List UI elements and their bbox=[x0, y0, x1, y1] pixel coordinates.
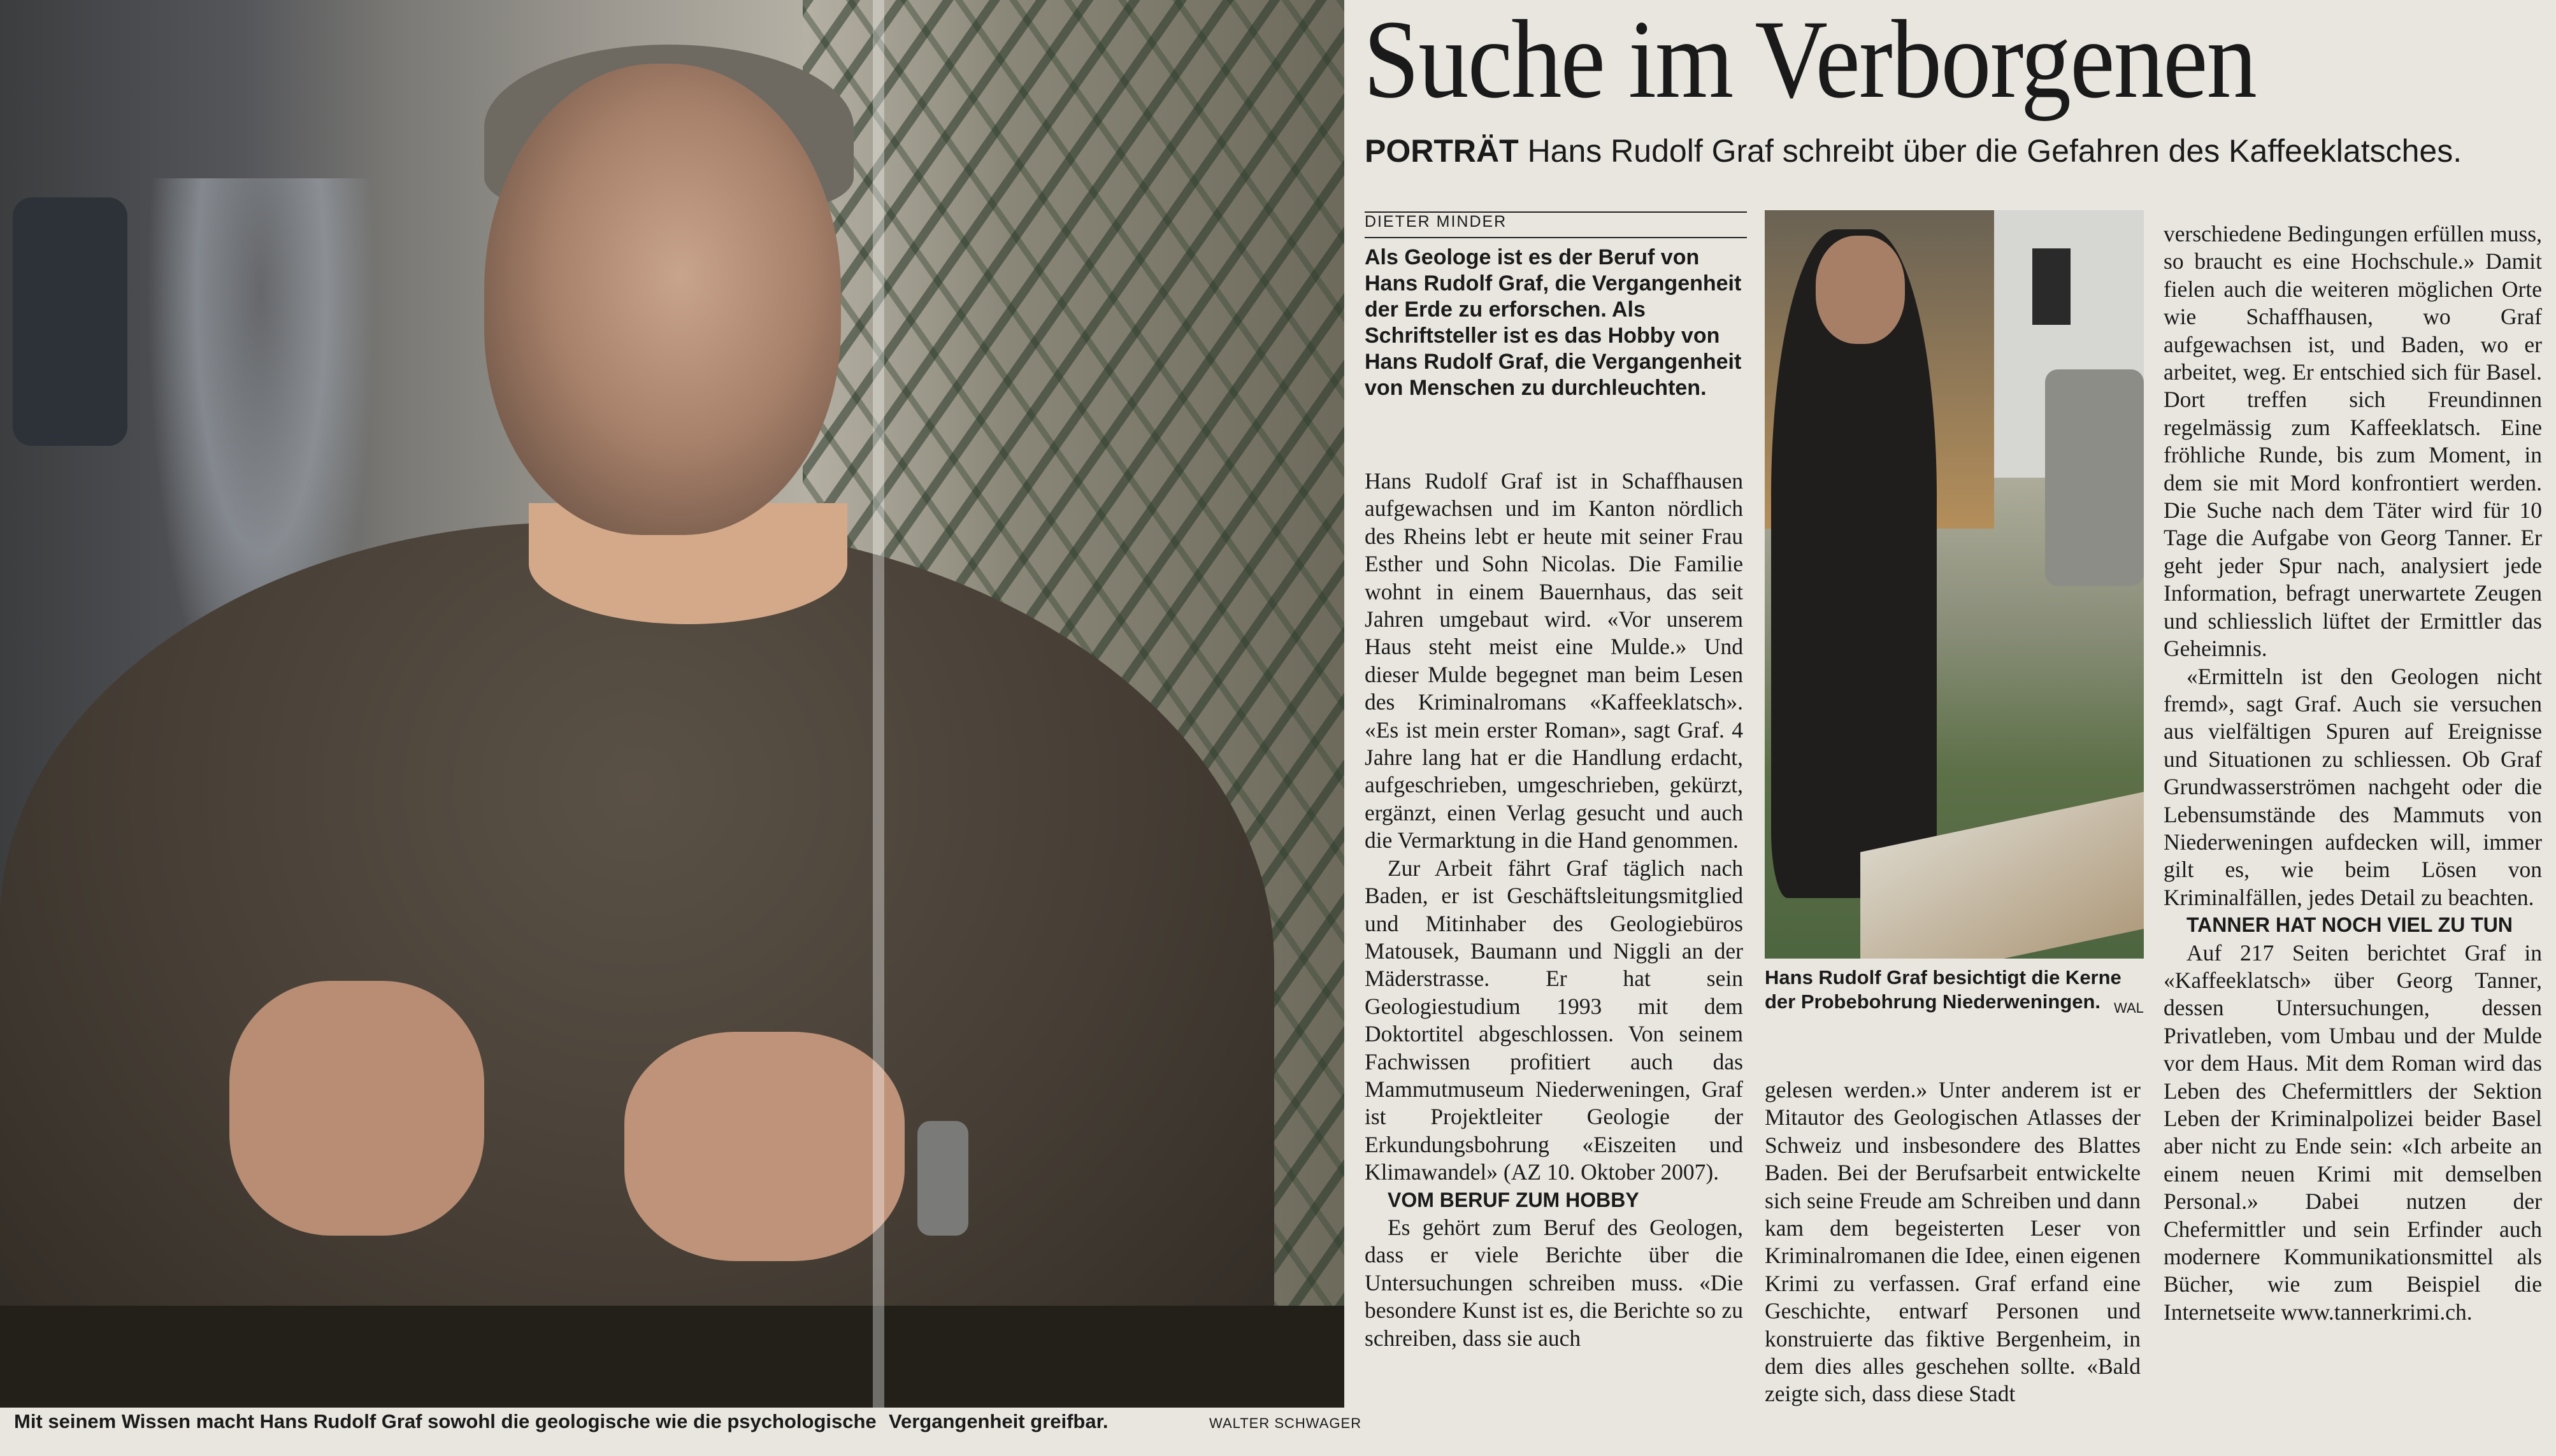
lead-paragraph: Als Geologe ist es der Beruf von Hans Rudolf Graf, die Vergangenheit der Erde zu erforschen. Als Schriftsteller ist es das Hobby von Hans Rudolf Graf, die Vergangenheit von Menschen zu durchleuchten. bbox=[1365, 245, 1742, 400]
subheading-vom-beruf: VOM BERUF ZUM HOBBY bbox=[1388, 1188, 1639, 1211]
byline: DIETER MINDER bbox=[1365, 213, 1507, 231]
paragraph: verschiedene Bedingungen erfüllen muss, so braucht es eine Hochschule.» Damit fielen auch die weiteren möglichen Orte wie Schaffhausen, wo Graf aufgewachsen ist, und Baden, wo er arbeitet, weg. Er entschied sich für Basel. Dort treffen sich Freundinnen regelmässig zum Kaffeeklatsch. Eine fröhliche Runde, bis zum Moment, in dem sie mit Mord konfrontiert werden. Die Suche nach dem Täter wird für 10 Tage die Aufgabe von Georg Tanner. Er geht jeder Spur nach, analysiert jede Information, befragt unerwartete Zeugen und schliesslich lüftet der Ermittler das Geheimnis. bbox=[2164, 221, 2542, 662]
article-column-2 bbox=[1765, 1076, 2141, 1408]
photo-man-left-hand bbox=[229, 981, 484, 1236]
photo-bin bbox=[2045, 369, 2144, 586]
headline: Suche im Verborgenen bbox=[1363, 0, 2257, 122]
paragraph: Es gehört zum Beruf des Geologen, dass er viele Berichte über die Untersuchungen schreiben muss. «Die besondere Kunst ist es, die Berichte so zu schreiben, dass sie auch bbox=[1365, 1214, 1743, 1351]
photo-man-right-hand bbox=[624, 1032, 905, 1261]
secondary-photo-credit: WAL bbox=[2114, 1000, 2144, 1016]
photo-building-window bbox=[2032, 248, 2071, 325]
photo-wristwatch bbox=[917, 1121, 968, 1236]
subtitle-kicker: PORTRÄT bbox=[1365, 133, 1519, 169]
subtitle bbox=[1365, 132, 2462, 169]
subtitle-text: Hans Rudolf Graf schreibt über die Gefahren des Kaffeeklatsches. bbox=[1527, 133, 2462, 169]
lead-rule bbox=[1365, 237, 1747, 238]
paragraph: «Ermitteln ist den Geologen nicht fremd», sagt Graf. Auch sie versuchen aus vielfältigen Spuren auf Ereignisse und Situationen zu schliessen. Ob Graf Grundwasserströmen nachgeht oder die Lebensumstände des Mammuts von Niederweningen aufdecken will, immer gilt es, wie beim Lösen von Kriminalfällen, jedes Detail zu beachten. bbox=[2164, 663, 2542, 910]
paragraph: Hans Rudolf Graf ist in Schaffhausen aufgewachsen und im Kanton nördlich des Rheins lebt er heute mit seiner Frau Esther und Sohn Nicolas. Die Familie wohnt in einem Bauernhaus, das seit Jahren umgebaut wird. «Vor unserem Haus steht meist eine Mulde.» Und dieser Mulde begegnet man beim Lesen des Kriminalromans «Kaffeeklatsch». «Es ist mein erster Roman», sagt Graf. 4 Jahre lang hat er die Handlung erdacht, aufgeschrieben, umgeschrieben, gekürzt, ergänzt, einen Verlag gesucht und auch die Vermarktung in die Hand genommen. bbox=[1365, 468, 1743, 853]
paragraph: gelesen werden.» Unter anderem ist er Mitautor des Geologischen Atlasses der Schweiz und insbesondere des Blattes Baden. Bei der Berufsarbeit entwickelte sich seine Freude am Schreiben und dann kam dem begeisterten Leser von Kriminalromanen die Idee, einen eigenen Krimi zu verfassen. Graf erfand eine Geschichte, entwarf Personen und konstruierte das fiktive Bergenheim, in dem dies alles geschehen sollte. «Bald zeigte sich, dass diese Stadt bbox=[1765, 1077, 2141, 1407]
main-photo-caption: Mit seinem Wissen macht Hans Rudolf Graf sowohl die geologische wie die psychologische bbox=[14, 1410, 877, 1432]
main-photo-credit: WALTER SCHWAGER bbox=[1209, 1415, 1362, 1431]
article-column-1 bbox=[1365, 467, 1743, 1352]
photo-background-window bbox=[13, 197, 127, 446]
secondary-photo-caption: Hans Rudolf Graf besichtigt die Kerne der Probebohrung Niederweningen. bbox=[1765, 966, 2122, 1013]
photo-man-face bbox=[484, 64, 841, 535]
subheading-tanner: TANNER HAT NOCH VIEL ZU TUN bbox=[2186, 913, 2513, 937]
paragraph: Auf 217 Seiten berichtet Graf in «Kaffeeklatsch» über Georg Tanner, dessen Untersuchungen, dessen Privatleben, vom Umbau und der Mulde vor dem Haus. Mit dem Roman wird das Leben des Chefermittlers der Sektion Leben der Kriminalpolizei beider Basel aber nicht zu Ende sein: «Ich arbeite an einem neuen Krimi mit demselben Personal.» Dabei nutzen der Chefermittler und sein Erfinder auch modernere Kommunikationsmittel als Bücher, wie zum Beispiel die Internetseite www.tannerkrimi.ch. bbox=[2164, 939, 2542, 1325]
photo-table bbox=[0, 1306, 1344, 1408]
article-column-3 bbox=[2164, 220, 2542, 1326]
secondary-photo bbox=[1765, 210, 2144, 959]
page-fold-line bbox=[873, 0, 884, 1408]
photo-man-sweater bbox=[0, 522, 1274, 1408]
paragraph: Zur Arbeit fährt Graf täglich nach Baden, er ist Geschäftsleitungsmitglied und Mitinhaber des Geologiebüros Matousek, Baumann und Niggli an der Mäderstrasse. Er hat sein Geologiestudium 1993 mit dem Doktortitel abgeschlossen. Von seinem Fachwissen profitiert auch das Mammutmuseum Niederweningen, Graf ist Projektleiter Geologie der Erkundungsbohrung «Eiszeiten und Klimawandel» (AZ 10. Oktober 2007). bbox=[1365, 855, 1743, 1185]
main-photo-caption-continued: Vergangenheit greifbar. bbox=[889, 1410, 1109, 1432]
photo-man-face bbox=[1816, 236, 1905, 344]
